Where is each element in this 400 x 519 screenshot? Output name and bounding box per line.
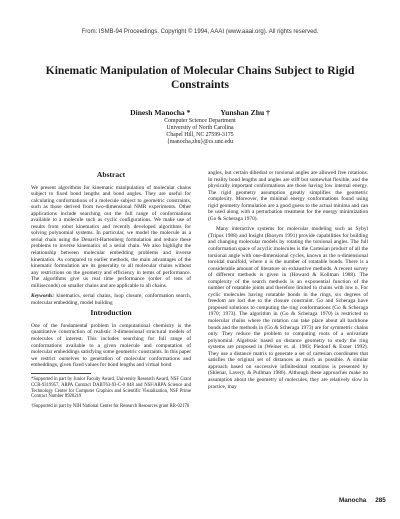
body-paragraph-1: angles, but certain dihedral or torsional angles are allowed free rotations. In reality bond lengths and angles are stiff but somewhat flexible, and the physically important conformations are those having low internal energy. The rigid geometry assumption greatly simplifies the geometric complexity. Moreover, the minimal energy conformations found using rigid geometry formulation are a good guess to the actual minima and can be used along with a perturbation treatment for the energy minimization (Go & Scheraga 1970). — [208, 170, 368, 222]
title-line-2: Constraints — [171, 78, 229, 91]
abstract-heading: Abstract — [96, 170, 126, 179]
keywords-text: kinematics, serial chains, loop closure, conformation search, molecular embedding, model building — [31, 293, 191, 306]
abstract-text: We present algorithms for kinematic manipulation of molecular chains subject to fixed bond lengths and bond angles. They are useful for calculating conformations of a molecule subject to geometric constraints, such as those derived from two-dimensional NMR experiments. Other applications include searching out the full range of conformations available to a molecule such as cyclic configurations. We make use of results from robot kinematics and recently developed algorithms for solving polynomial systems. In particular, we model the molecule as a serial chain using the Denavit-Hartenberg formulation and reduce these problems to inverse kinematics of a serial chain. We also highlight the relationship between molecular embedding problems and inverse kinematics. As compared to earlier methods, the main advantages of the kinematic formulation are its generality to all molecular chains without any restrictions on the geometry and efficiency in terms of performance. The algorithms give us real time performance (order of tens of milliseconds) on smaller chains and are applicable to all chains. — [31, 184, 191, 289]
body-paragraph-2: Many interactive systems for molecular modeling such as Sybyl (Tripos 1988) and Insight (Biosym 1991) provide capabilities for building and changing molecular models by rotating the torsional angles. The full conformation space of acyclic molecules is the Cartesian product of all the torsional angle with one-dimensional cycles, known as the n-dimensional toroidal manifold, where n is the number of rotatable bonds. There is a considerable amount of literature on exhaustive methods. A recent survey of different methods is given in (Howard & Kollman 1988). The complexity of the search methods is an exponential function of the number of rotatable joints and therefore limited to chains with low n. For cyclic molecules having rotatable bonds in the rings, six degrees of freedom are lost due to the closure constraint. Go and Scheraga have proposed solutions to computing the ring conformations (Go & Scheraga 1970; 1973). The algorithm in (Go & Scheraga 1970) is restricted to molecular chains where the rotation can take place about all backbone bonds and the methods in (Go & Scheraga 1973) are for symmetric chains only. They reduce the problem to computing roots of a univariate polynomial. Algebraic based on distance geometry to study the ring systems are proposed in (Weiner et. al. 1983; Piedonf & Exner 1992). They use a distance matrix to generate a set of cartesian coordinates that satisfies the original set of distances as much as possible. A similar approach based on successive infinitesimal rotations is presented by (Sklenar, Lavery, & Pullman 1986). Although these approaches make no assumption about the geometry of molecules, they are relatively slow in practice, may — [208, 226, 368, 390]
title-line-1: Kinematic Manipulation of Molecular Chains Subject to Rigid — [45, 64, 355, 77]
keywords — [31, 293, 191, 306]
copyright-note: From: ISMB-94 Proceedings. Copyright © 1994, AAAI (www.aaai.org). All rights reserved. — [81, 29, 319, 35]
left-column — [31, 170, 191, 414]
footnote-2: †Supported in part by NIH National Center for Research Resources grant RR-02170 — [31, 404, 190, 410]
affiliation-email: {manocha,zhu}@cs.unc.edu — [166, 139, 234, 146]
paper-title — [20, 64, 380, 92]
intro-heading: Introduction — [90, 308, 132, 318]
footnote-1: *Supported in part by Junior Faculty Award, University Research Award, NSF Grant CCR-9319957, ARPA Contract DABT63-93-C-0 048 and NSF/ARPA Science and Technology Center for Computer Graphics and Scientific Visualization, NSF Prime Contract Number 8920219 — [31, 376, 191, 400]
page-number: 285 — [375, 497, 386, 504]
footnote-rule — [31, 373, 91, 374]
page-footer — [330, 497, 386, 504]
footer-author: Manocha — [339, 497, 367, 504]
author-2: Yunshan Zhu † — [220, 108, 270, 117]
author-list — [0, 108, 400, 117]
affiliation-line: Computer Science Department — [164, 118, 236, 124]
right-column — [208, 170, 368, 394]
keywords-label: Keywords: — [31, 293, 55, 300]
affiliation — [0, 118, 400, 146]
intro-text: One of the fundamental problem in computational chemistry is the quantitative construction of realistic 3-dimensional structural models of molecules of interest. This includes searching for full range of conformations available to a given molecule and computation of molecular embeddings satisfying some geometric constraints. In this paper we restrict ourselves to generation of molecular conformations and embeddings, given fixed values for bond lengths and virtual bond — [31, 322, 191, 369]
affiliation-line: Chapel Hill, NC 27599-3175 — [166, 132, 234, 139]
affiliation-line: University of North Carolina — [166, 125, 234, 132]
author-1: Dinesh Manocha * — [130, 108, 191, 117]
